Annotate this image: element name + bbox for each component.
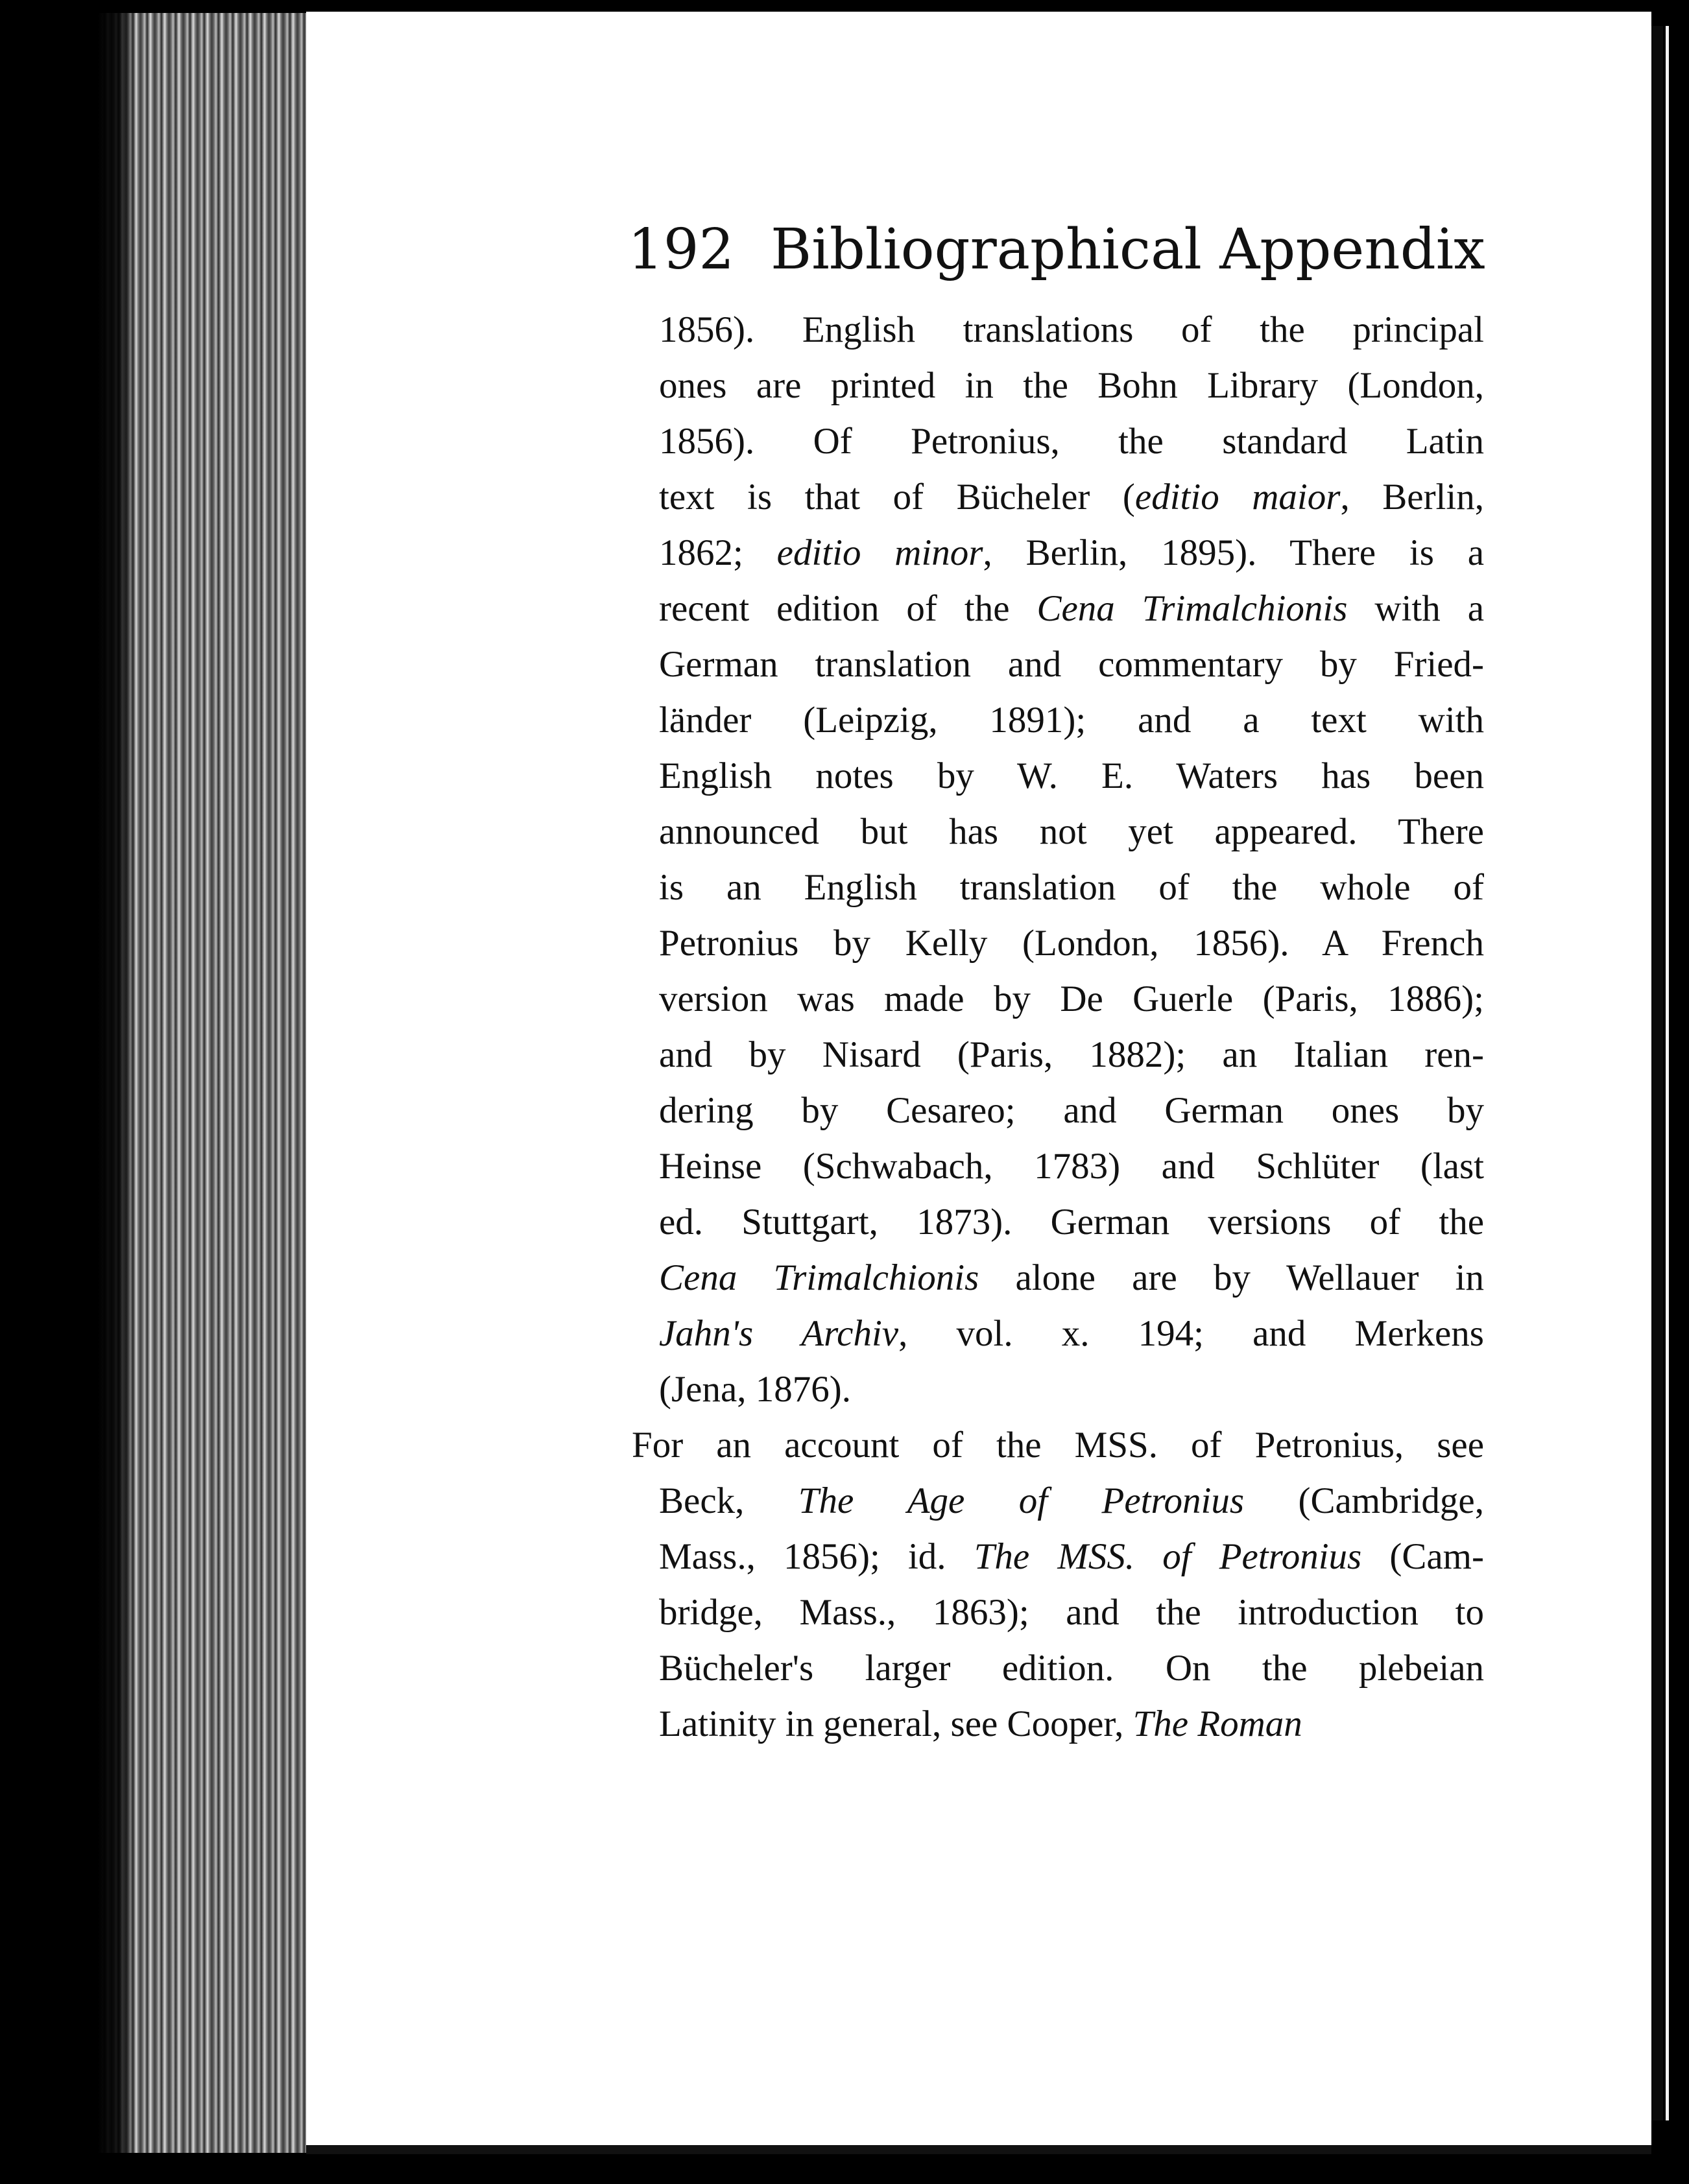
italic-title: Jahn's Archiv bbox=[659, 1313, 899, 1354]
text-run: länder (Leipzig, 1891); and a text with bbox=[659, 700, 1484, 741]
text-line bbox=[632, 1529, 1484, 1585]
right-page-edge bbox=[1666, 26, 1669, 2120]
text-line bbox=[659, 693, 1484, 748]
text-line bbox=[632, 1418, 1484, 1473]
text-line bbox=[659, 525, 1484, 581]
text-run: version was made by De Guerle (Paris, 1886); bbox=[659, 979, 1484, 1019]
text-line bbox=[659, 1083, 1484, 1139]
text-run: For an account of the MSS. of Petronius, see bbox=[632, 1425, 1484, 1466]
text-run: (Jena, 1876). bbox=[659, 1369, 851, 1410]
text-line bbox=[659, 916, 1484, 971]
italic-title: Cena Trimalchionis bbox=[659, 1257, 979, 1298]
text-line bbox=[659, 1194, 1484, 1250]
text-line bbox=[632, 1585, 1484, 1641]
text-run: is an English translation of the whole of bbox=[659, 867, 1484, 908]
text-line bbox=[659, 358, 1484, 414]
text-run: bridge, Mass., 1863); and the introduction to bbox=[659, 1592, 1484, 1633]
text-run: Bücheler's larger edition. On the plebeian bbox=[659, 1648, 1484, 1689]
italic-title: Cena Trimalchionis bbox=[1036, 588, 1348, 629]
text-run: Heinse (Schwabach, 1783) and Schlüter (last bbox=[659, 1146, 1484, 1187]
text-line bbox=[659, 860, 1484, 916]
binding-shadow bbox=[97, 13, 136, 2153]
text-line bbox=[659, 637, 1484, 693]
text-run: German translation and commentary by Fried- bbox=[659, 644, 1484, 685]
text-line bbox=[632, 1641, 1484, 1696]
text-line bbox=[659, 1362, 1484, 1418]
paragraph-manuscripts bbox=[632, 1418, 1484, 1752]
text-line bbox=[659, 581, 1484, 637]
page-number: 192 bbox=[628, 217, 735, 282]
text-run: , Berlin, 1895). There is a bbox=[983, 532, 1485, 573]
text-line bbox=[659, 302, 1484, 358]
text-line bbox=[659, 804, 1484, 860]
text-line bbox=[659, 748, 1484, 804]
running-title: Bibliographical Appendix bbox=[771, 217, 1485, 282]
text-line bbox=[659, 1306, 1484, 1362]
text-run: ed. Stuttgart, 1873). German versions of the bbox=[659, 1202, 1484, 1242]
text-run: Latinity in general, see Cooper, bbox=[659, 1703, 1133, 1744]
text-run: text is that of Bücheler ( bbox=[659, 477, 1135, 517]
text-line bbox=[659, 971, 1484, 1027]
text-run: alone are by Wellauer in bbox=[979, 1257, 1485, 1298]
text-line bbox=[659, 1250, 1484, 1306]
text-run: 1862; bbox=[659, 532, 777, 573]
italic-title: The Age of Petronius bbox=[798, 1480, 1245, 1521]
italic-title: The MSS. of Petronius bbox=[974, 1536, 1362, 1577]
text-run: Petronius by Kelly (London, 1856). A French bbox=[659, 923, 1484, 964]
text-run: recent edition of the bbox=[659, 588, 1037, 629]
text-run: dering by Cesareo; and German ones by bbox=[659, 1090, 1484, 1131]
italic-title: editio minor bbox=[776, 532, 983, 573]
text-run: Beck, bbox=[659, 1480, 798, 1521]
text-line bbox=[659, 1027, 1484, 1083]
text-run: announced but has not yet appeared. There bbox=[659, 811, 1484, 852]
text-run: Mass., 1856); id. bbox=[659, 1536, 974, 1577]
text-line bbox=[632, 1696, 1484, 1752]
text-run: English notes by W. E. Waters has been bbox=[659, 755, 1484, 796]
text-run: with a bbox=[1347, 588, 1484, 629]
text-run: , vol. x. 194; and Merkens bbox=[898, 1313, 1484, 1354]
page-header bbox=[628, 214, 1485, 285]
text-run: 1856). Of Petronius, the standard Latin bbox=[659, 421, 1484, 462]
text-line bbox=[632, 1473, 1484, 1529]
text-run: 1856). English translations of the principal bbox=[659, 309, 1484, 350]
page-body bbox=[632, 302, 1485, 1752]
italic-title: editio maior bbox=[1134, 477, 1341, 517]
text-run: (Cambridge, bbox=[1244, 1480, 1484, 1521]
paragraph-editions bbox=[659, 302, 1484, 1418]
text-run: (Cam- bbox=[1361, 1536, 1484, 1577]
text-line bbox=[659, 469, 1484, 525]
text-line bbox=[659, 414, 1484, 469]
text-run: and by Nisard (Paris, 1882); an Italian ren- bbox=[659, 1034, 1484, 1075]
right-gutter bbox=[1651, 26, 1663, 2120]
text-run: ones are printed in the Bohn Library (London, bbox=[659, 365, 1484, 406]
text-line bbox=[659, 1139, 1484, 1194]
text-run: , Berlin, bbox=[1340, 477, 1484, 517]
italic-title: The Roman bbox=[1132, 1703, 1302, 1744]
